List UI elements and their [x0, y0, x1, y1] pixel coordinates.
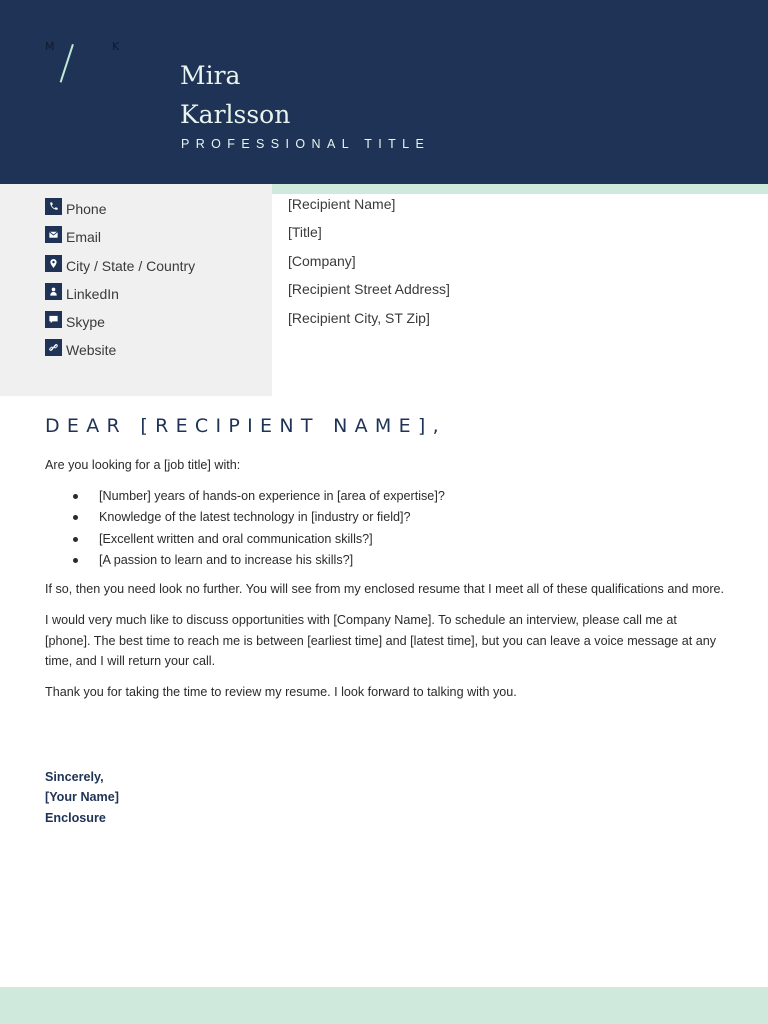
accent-strip	[272, 184, 768, 194]
header-banner	[0, 0, 768, 184]
contact-item-location	[45, 255, 195, 283]
location-icon	[45, 255, 62, 272]
body-paragraph: I would very much like to discuss opportunities with [Company Name]. To schedule an interview, please call me at [phone]. The best time to reach me is between [earliest time] and [latest time], but you can leave a voice message at any time, and I will return your call.	[45, 613, 717, 669]
letter-body	[45, 455, 725, 713]
signature-name: [Your Name]	[45, 790, 119, 805]
intro-paragraph: Are you looking for a [job title] with:	[45, 458, 241, 472]
skype-icon	[45, 311, 62, 328]
last-name: Karlsson	[180, 100, 291, 129]
list-item: Knowledge of the latest technology in [industry or field]?	[45, 507, 725, 528]
closing-block	[45, 767, 119, 828]
professional-title: PROFESSIONAL TITLE	[181, 137, 431, 151]
contact-item-website	[45, 339, 195, 367]
contact-list	[45, 198, 195, 368]
contact-label: Skype	[66, 314, 105, 331]
contact-item-email	[45, 226, 195, 254]
footer-band	[0, 987, 768, 1024]
contact-label: City / State / Country	[66, 257, 196, 274]
contact-panel	[0, 184, 272, 396]
salutation: DEAR [RECIPIENT NAME],	[45, 415, 446, 437]
qualification-list	[45, 486, 725, 571]
recipient-company: [Company]	[288, 252, 356, 269]
contact-label: Website	[66, 342, 117, 359]
contact-item-phone	[45, 198, 195, 226]
list-item: [A passion to learn and to increase his skills?]	[45, 550, 725, 571]
recipient-title: [Title]	[288, 224, 322, 241]
list-item: [Excellent written and oral communication skills?]	[45, 529, 725, 550]
body-paragraph: Thank you for taking the time to review my resume. I look forward to talking with you.	[45, 685, 517, 700]
monogram-last-initial: K	[112, 40, 120, 53]
body-paragraph: If so, then you need look no further. You will see from my enclosed resume that I meet all of these qualifications and more.	[45, 582, 725, 597]
email-icon	[45, 226, 62, 243]
contact-item-skype	[45, 311, 195, 339]
contact-label: LinkedIn	[66, 285, 119, 302]
recipient-name: [Recipient Name]	[288, 196, 396, 212]
list-item: [Number] years of hands-on experience in [area of expertise]?	[45, 486, 725, 507]
recipient-block	[288, 196, 450, 338]
contact-label: Email	[66, 229, 102, 246]
contact-label: Phone	[66, 201, 107, 217]
monogram-slash	[60, 44, 74, 83]
website-icon	[45, 339, 62, 356]
applicant-name	[180, 56, 290, 134]
phone-icon	[45, 198, 62, 215]
monogram-first-initial: M	[45, 40, 55, 53]
contact-item-linkedin	[45, 283, 195, 311]
linkedin-icon	[45, 283, 62, 300]
recipient-city: [Recipient City, ST Zip]	[288, 309, 430, 326]
closing-word: Sincerely,	[45, 770, 104, 784]
enclosure-note: Enclosure	[45, 810, 106, 825]
recipient-street: [Recipient Street Address]	[288, 281, 450, 298]
first-name: Mira	[180, 61, 241, 90]
